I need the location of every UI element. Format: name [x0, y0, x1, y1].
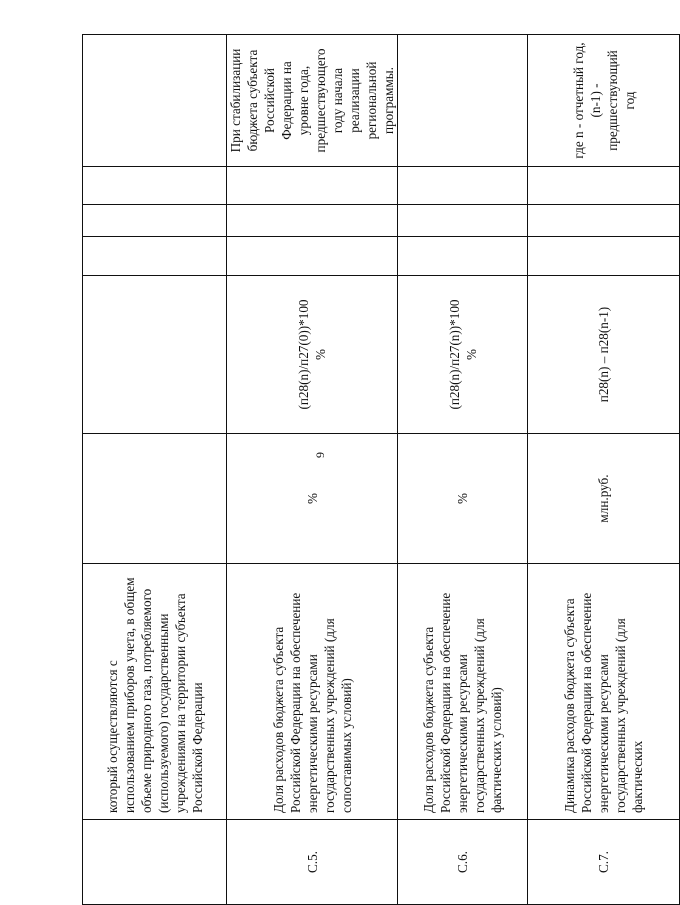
table-row	[528, 35, 680, 905]
unit-cell: %	[227, 434, 398, 564]
empty-cell	[83, 205, 227, 237]
note-cell: При стабилизации бюджета субъекта Российской Федерации на уровне года, предшествующего году начала реализации региональной программы.	[227, 35, 398, 167]
unit-cell: %	[398, 434, 528, 564]
formula-unit: %	[313, 349, 328, 360]
empty-cell	[398, 237, 528, 276]
indicator-name-cell: который осуществляются с использованием приборов учета, в общем объеме природного газа, потребляемого (используемого) государственными учреждениями на территории субъекта Российской Федерации	[83, 564, 227, 820]
note-cell	[83, 35, 227, 167]
formula-cell	[227, 276, 398, 434]
unit-cell: млн.руб.	[528, 434, 680, 564]
formula-cell	[528, 276, 680, 434]
indicators-table	[82, 34, 680, 905]
empty-cell	[83, 167, 227, 205]
row-number-cell: С.5.	[227, 820, 398, 905]
empty-cell	[398, 167, 528, 205]
formula-text: (п28(n)/п27(n))*100	[446, 299, 462, 410]
rotated-table-wrapper	[82, 35, 645, 905]
empty-cell	[227, 167, 398, 205]
empty-cell	[83, 237, 227, 276]
table-row	[83, 35, 227, 905]
page-number: 9	[313, 452, 327, 458]
indicator-name-cell: Доля расходов бюджета субъекта Российской Федерации на обеспечение энергетическими ресурсами государственных учреждений (для сопоставимых условий)	[227, 564, 398, 820]
formula-text: (п28(n)/п27(0))*100	[296, 299, 311, 410]
formula-cell	[83, 276, 227, 434]
empty-cell	[528, 167, 680, 205]
empty-cell	[398, 205, 528, 237]
indicator-name-cell: Динамика расходов бюджета субъекта Российской Федерации на обеспечение энергетическими ресурсами государственных учреждений (для фактических	[528, 564, 680, 820]
unit-cell	[83, 434, 227, 564]
note-cell: где n - отчетный год, (n-1) - предшествующий год	[528, 35, 680, 167]
formula-cell	[398, 276, 528, 434]
table-row	[398, 35, 528, 905]
row-number-cell: С.7.	[528, 820, 680, 905]
formula-unit: %	[463, 349, 479, 360]
row-number-cell: С.6.	[398, 820, 528, 905]
empty-cell	[528, 205, 680, 237]
empty-cell	[227, 205, 398, 237]
table-row	[227, 35, 398, 905]
note-cell	[398, 35, 528, 167]
empty-cell	[227, 237, 398, 276]
indicator-name-cell: Доля расходов бюджета субъекта Российской Федерации на обеспечение энергетическими ресурсами государственных учреждений (для фактических условий)	[398, 564, 528, 820]
empty-cell	[528, 237, 680, 276]
formula-text: п28(n) – п28(n-1)	[596, 306, 611, 403]
row-number-cell	[83, 820, 227, 905]
